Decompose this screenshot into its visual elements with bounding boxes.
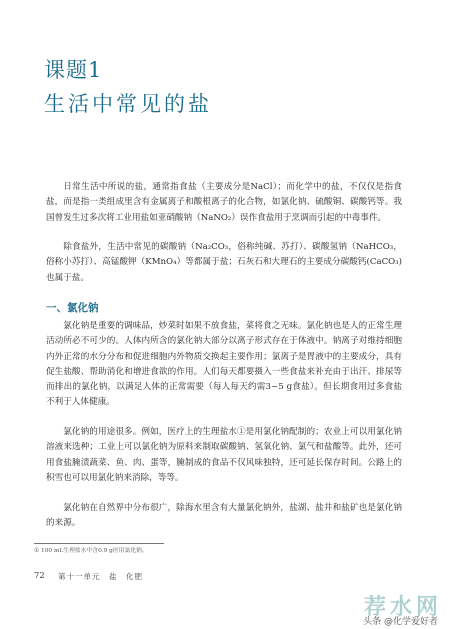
page-number: 72 [34, 571, 45, 581]
lesson-number: 课题1 [44, 58, 103, 82]
running-head: 第十一单元 盐 化肥 [58, 572, 143, 581]
section-paragraph-2: 氯化钠的用途很多。例如，医疗上的生理盐水①是用氯化钠配制的；农业上可以用氯化钠溶液来选种；工业上可以氯化钠为原料来制取碳酸钠、氢氧化钠、氯气和盐酸等。此外，还可用食盐腌渍蔬菜、鱼、肉、蛋等，腌制成的食品不仅风味独特，还可延长保存时间。公路上的积雪也可以用氯化钠来消除，等等。 [46, 427, 402, 483]
footnote: ① 100 mL生理盐水中含0.9 g医用氯化钠。 [34, 548, 148, 554]
watermark-caption: 头条 @化学爱好者 [363, 617, 438, 627]
intro-paragraph-2: 除食盐外，生活中常见的碳酸钠（Na₂CO₃，俗称纯碱、苏打）、碳酸氢钠（NaHCO₃，俗称小苏打）、高锰酸钾（KMnO₄）等都属于盐；石灰石和大理石的主要成分碳酸钙(CaCO₃)也属于盐。 [46, 242, 402, 283]
intro-paragraph-1: 日常生活中所说的盐，通常指食盐（主要成分是NaCl）；而化学中的盐，不仅仅是指食盐，而是指一类组成里含有金属离子和酸根离子的化合物，如氯化钠、硫酸铜、碳酸钙等。我国曾发生过多次将工业用盐如亚硝酸钠（NaNO₂）误作食盐用于烹调而引起的中毒事件。 [46, 182, 402, 223]
section-paragraph-3: 氯化钠在自然界中分布很广，除海水里含有大量氯化钠外，盐湖、盐井和盐矿也是氯化钠的来源。 [46, 503, 402, 529]
lesson-title: 生活中常见的盐 [44, 92, 212, 116]
section-paragraph-1: 氯化钠是重要的调味品，炒菜时如果不放食盐，菜将食之无味。氯化钠也是人的正常生理活动所必不可少的。人体内所含的氯化钠大部分以离子形式存在于体液中。钠离子对维持细胞内外正常的水分分布和促进细胞内外物质交换起主要作用；氯离子是胃液中的主要成分，具有促生盐酸、帮助消化和增进食欲的作用。人们每天都要摄入一些食盐来补充由于出汗、排尿等而排出的氯化钠，以满足人体的正常需要（每人每天约需3~5 g食盐）。但长期食用过多食盐不利于人体健康。 [46, 321, 402, 408]
section-heading-sodium-chloride: 一、氯化钠 [46, 302, 99, 314]
footnote-divider [34, 543, 164, 544]
watermark-logo: 荐水网 [363, 595, 442, 620]
